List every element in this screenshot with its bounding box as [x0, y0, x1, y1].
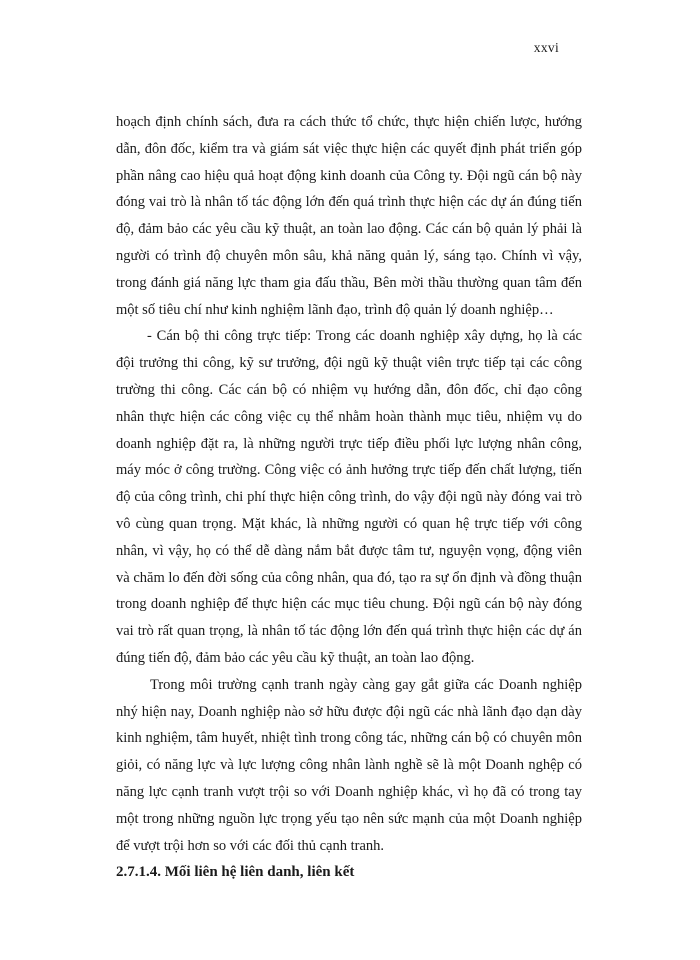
paragraph-management-staff: hoạch định chính sách, đưa ra cách thức tổ chức, thực hiện chiến lược, hướng dẫn, đôn đốc, kiểm tra và giám sát việc thực hiện các quyết định phát triển góp phần nâng cao hiệu quả hoạt động kinh doanh của Công ty. Đội ngũ cán bộ này đóng vai trò là nhân tố tác động lớn đến quá trình thực hiện các dự án đúng tiến độ, đảm bảo các yêu cầu kỹ thuật, an toàn lao động. Các cán bộ quản lý phải là người có trình độ chuyên môn sâu, khả năng quản lý, sáng tạo. Chính vì vậy, trong đánh giá năng lực tham gia đấu thầu, Bên mời thầu thường quan tâm đến một số tiêu chí như kinh nghiệm lãnh đạo, trình độ quản lý doanh nghiệp…	[116, 114, 582, 318]
document-body	[116, 109, 582, 886]
paragraph-competition: Trong môi trường cạnh tranh ngày càng gay gắt giữa các Doanh nghiệp nhý hiện nay, Doanh nghiệp nào sở hữu được đội ngũ các nhà lãnh đạo dạn dày kinh nghiệm, tâm huyết, nhiệt tình trong công tác, những cán bộ có chuyên môn giỏi, có năng lực và lực lượng công nhân lành nghề sẽ là một Doanh nghệp có năng lực cạnh tranh vượt trội so với Doanh nghiệp khác, vì họ đã có trong tay một trong những nguồn lực trọng yếu tạo nên sức mạnh của một Doanh nghiệp để vượt trội hơn so với các đối thủ cạnh tranh.	[116, 676, 582, 854]
section-heading: 2.7.1.4. Mối liên hệ liên danh, liên kết	[116, 864, 355, 881]
page-number: xxvi	[533, 40, 559, 55]
paragraph-site-staff: - Cán bộ thi công trực tiếp: Trong các doanh nghiệp xây dựng, họ là các đội trưởng thi công, kỹ sư trưởng, đội ngũ kỹ thuật viên trực tiếp tại các công trường thi công. Các cán bộ có nhiệm vụ hướng dẫn, đôn đốc, chỉ đạo công nhân thực hiện các công việc cụ thể nhằm hoàn thành mục tiêu, nhiệm vụ do doanh nghiệp đặt ra, là những người trực tiếp điều phối lực lượng nhân công, máy móc ở công trường. Công việc có ảnh hưởng trực tiếp đến chất lượng, tiến độ của công trình, chi phí thực hiện công trình, do vậy đội ngũ này đóng vai trò vô cùng quan trọng. Mặt khác, là những người có quan hệ trực tiếp với công nhân, vì vậy, họ có thể dễ dàng nắm bắt được tâm tư, nguyện vọng, động viên và chăm lo đến đời sống của công nhân, qua đó, tạo ra sự ổn định và đồng thuận trong doanh nghiệp để thực hiện các mục tiêu chung. Đội ngũ cán bộ này đóng vai trò rất quan trọng, là nhân tố tác động lớn đến quá trình thực hiện các dự án đúng tiến độ, đảm bảo các yêu cầu kỹ thuật, an toàn lao động.	[116, 328, 582, 666]
